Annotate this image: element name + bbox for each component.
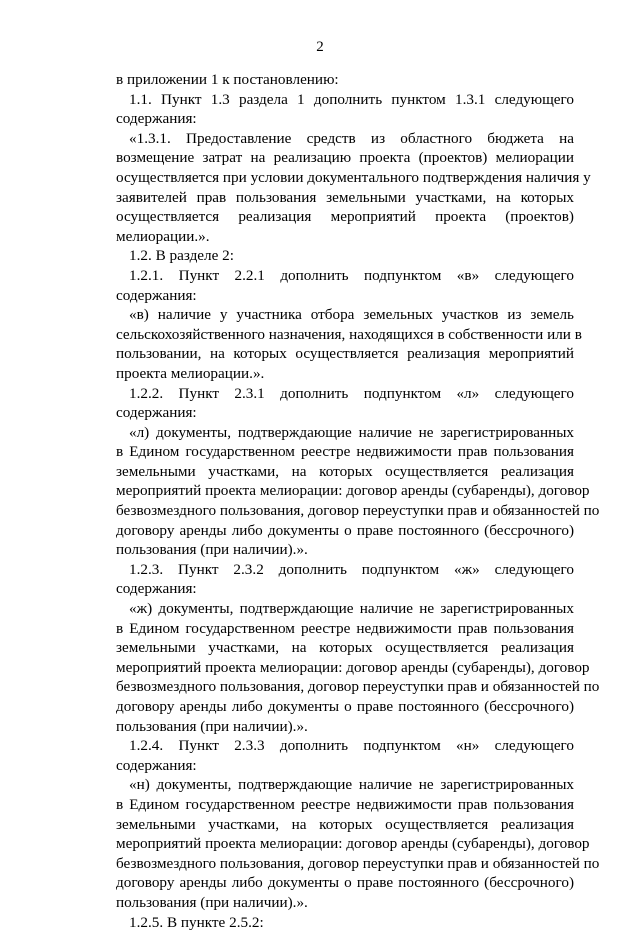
text-line: «в) наличие у участника отбора земельных участков из земель	[129, 306, 574, 324]
page-number: 2	[316, 39, 324, 55]
text-line: договору аренды либо документы о праве постоянного (бессрочного)	[116, 874, 574, 892]
text-line: мероприятий проекта мелиорации: договор аренды (субаренды), договор	[116, 835, 590, 853]
text-line: «л) документы, подтверждающие наличие не зарегистрированных	[129, 423, 574, 441]
text-line: в Едином государственном реестре недвижимости прав пользования	[116, 443, 574, 461]
text-line: мероприятий проекта мелиорации: договор аренды (субаренды), договор	[116, 482, 590, 500]
text-line: содержания:	[116, 110, 197, 128]
text-line: мероприятий проекта мелиорации: договор аренды (субаренды), договор	[116, 658, 590, 676]
text-line: земельными участками, на которых осуществляется реализация	[116, 462, 574, 480]
text-line: мелиорации.».	[116, 227, 210, 245]
text-line: пользования (при наличии).».	[116, 893, 308, 911]
text-line: безвозмездного пользования, договор переуступки прав и обязанностей по	[116, 854, 600, 872]
text-line: 1.1. Пункт 1.3 раздела 1 дополнить пунктом 1.3.1 следующего	[129, 90, 574, 108]
text-line: 1.2.3. Пункт 2.3.2 дополнить подпунктом «ж» следующего	[129, 560, 574, 578]
text-line: содержания:	[116, 404, 197, 422]
text-line: 1.2.4. Пункт 2.3.3 дополнить подпунктом «н» следующего	[129, 737, 574, 755]
text-line: заявителей прав пользования земельными участками, на которых	[116, 188, 574, 206]
text-line: проекта мелиорации.».	[116, 364, 265, 382]
text-line: содержания:	[116, 580, 197, 598]
text-line: договору аренды либо документы о праве постоянного (бессрочного)	[116, 698, 574, 715]
text-line: в приложении 1 к постановлению:	[116, 71, 339, 88]
document-body	[116, 70, 600, 932]
text-line: договору аренды либо документы о праве постоянного (бессрочного)	[116, 521, 574, 539]
text-line: осуществляется реализация мероприятий проекта (проектов)	[116, 208, 574, 226]
text-line: 1.2.2. Пункт 2.3.1 дополнить подпунктом «л» следующего	[129, 384, 574, 402]
text-line: 1.2. В разделе 2:	[129, 247, 234, 265]
text-line: «1.3.1. Предоставление средств из областного бюджета на	[129, 129, 574, 147]
text-line: 1.2.1. Пункт 2.2.1 дополнить подпунктом «в» следующего	[129, 266, 574, 284]
text-line: 1.2.5. В пункте 2.5.2:	[129, 913, 264, 931]
text-line: пользования (при наличии).».	[116, 717, 308, 735]
text-line: земельными участками, на которых осуществляется реализация	[116, 639, 574, 657]
text-line: сельскохозяйственного назначения, находящихся в собственности или в	[116, 325, 582, 343]
text-line: в Едином государственном реестре недвижимости прав пользования	[116, 619, 574, 637]
text-line: пользования (при наличии).».	[116, 541, 308, 559]
text-line: «ж) документы, подтверждающие наличие не зарегистрированных	[129, 600, 574, 618]
text-line: содержания:	[116, 286, 197, 304]
text-line: возмещение затрат на реализацию проекта (проектов) мелиорации	[116, 149, 574, 167]
text-line: безвозмездного пользования, договор переуступки прав и обязанностей по	[116, 678, 600, 696]
text-line: содержания:	[116, 756, 197, 774]
text-line: пользовании, на которых осуществляется реализация мероприятий	[116, 345, 574, 363]
text-line: земельными участками, на которых осуществляется реализация	[116, 815, 574, 833]
text-line: «н) документы, подтверждающие наличие не зарегистрированных	[129, 776, 574, 794]
text-line: осуществляется при условии документального подтверждения наличия у	[116, 168, 591, 186]
text-line: в Едином государственном реестре недвижимости прав пользования	[116, 795, 574, 813]
text-line: безвозмездного пользования, договор переуступки прав и обязанностей по	[116, 502, 600, 520]
